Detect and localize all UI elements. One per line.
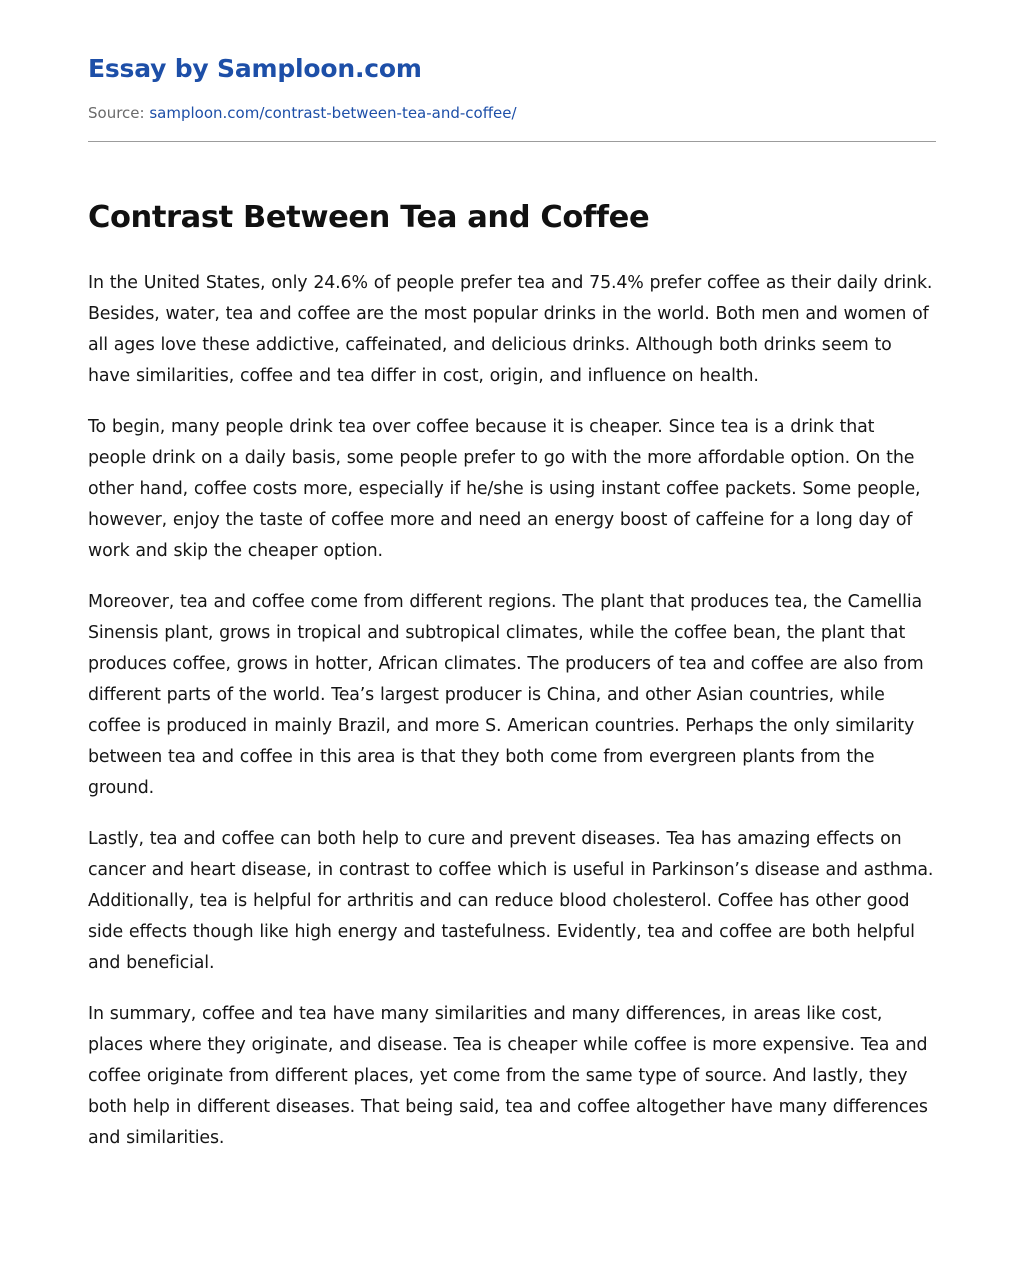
source-line bbox=[88, 103, 936, 123]
essay-title: Contrast Between Tea and Coffee bbox=[88, 200, 650, 235]
essay-paragraph: Lastly, tea and coffee can both help to cure and prevent diseases. Tea has amazing effects on cancer and heart disease, in contrast to coffee which is useful in Parkinson’s disease and asthma. Additionally, tea is helpful for arthritis and can reduce blood cholesterol. Coffee has other good side effects though like high energy and tastefulness. Evidently, tea and coffee are both helpful and beneficial. bbox=[88, 829, 934, 973]
header-divider bbox=[88, 141, 936, 142]
site-brand: Essay by Samploon.com bbox=[88, 54, 422, 83]
source-label: Source: bbox=[88, 104, 145, 122]
essay-paragraph: Moreover, tea and coffee come from different regions. The plant that produces tea, the Camellia Sinensis plant, grows in tropical and subtropical climates, while the coffee bean, the plant that produces coffee, grows in hotter, African climates. The producers of tea and coffee are also from different parts of the world. Tea’s largest producer is China, and other Asian countries, while coffee is produced in mainly Brazil, and more S. American countries. Perhaps the only similarity between tea and coffee in this area is that they both come from evergreen plants from the ground. bbox=[88, 592, 924, 798]
essay-content bbox=[88, 198, 936, 1154]
essay-paragraph: In summary, coffee and tea have many similarities and many differences, in areas like cost, places where they originate, and disease. Tea is cheaper while coffee is more expensive. Tea and coffee originate from different places, yet come from the same type of source. And lastly, they both help in different diseases. That being said, tea and coffee altogether have many differences and similarities. bbox=[88, 1004, 928, 1148]
essay-paragraph: To begin, many people drink tea over coffee because it is cheaper. Since tea is a drink that people drink on a daily basis, some people prefer to go with the more affordable option. On the other hand, coffee costs more, especially if he/she is using instant coffee packets. Some people, however, enjoy the taste of coffee more and need an energy boost of caffeine for a long day of work and skip the cheaper option. bbox=[88, 417, 921, 561]
page-header bbox=[88, 52, 936, 142]
essay-body bbox=[88, 268, 936, 1154]
essay-paragraph: In the United States, only 24.6% of people prefer tea and 75.4% prefer coffee as their daily drink. Besides, water, tea and coffee are the most popular drinks in the world. Both men and women of all ages love these addictive, caffeinated, and delicious drinks. Although both drinks seem to have similarities, coffee and tea differ in cost, origin, and influence on health. bbox=[88, 273, 933, 386]
source-link[interactable]: samploon.com/contrast-between-tea-and-coffee/ bbox=[149, 104, 517, 122]
